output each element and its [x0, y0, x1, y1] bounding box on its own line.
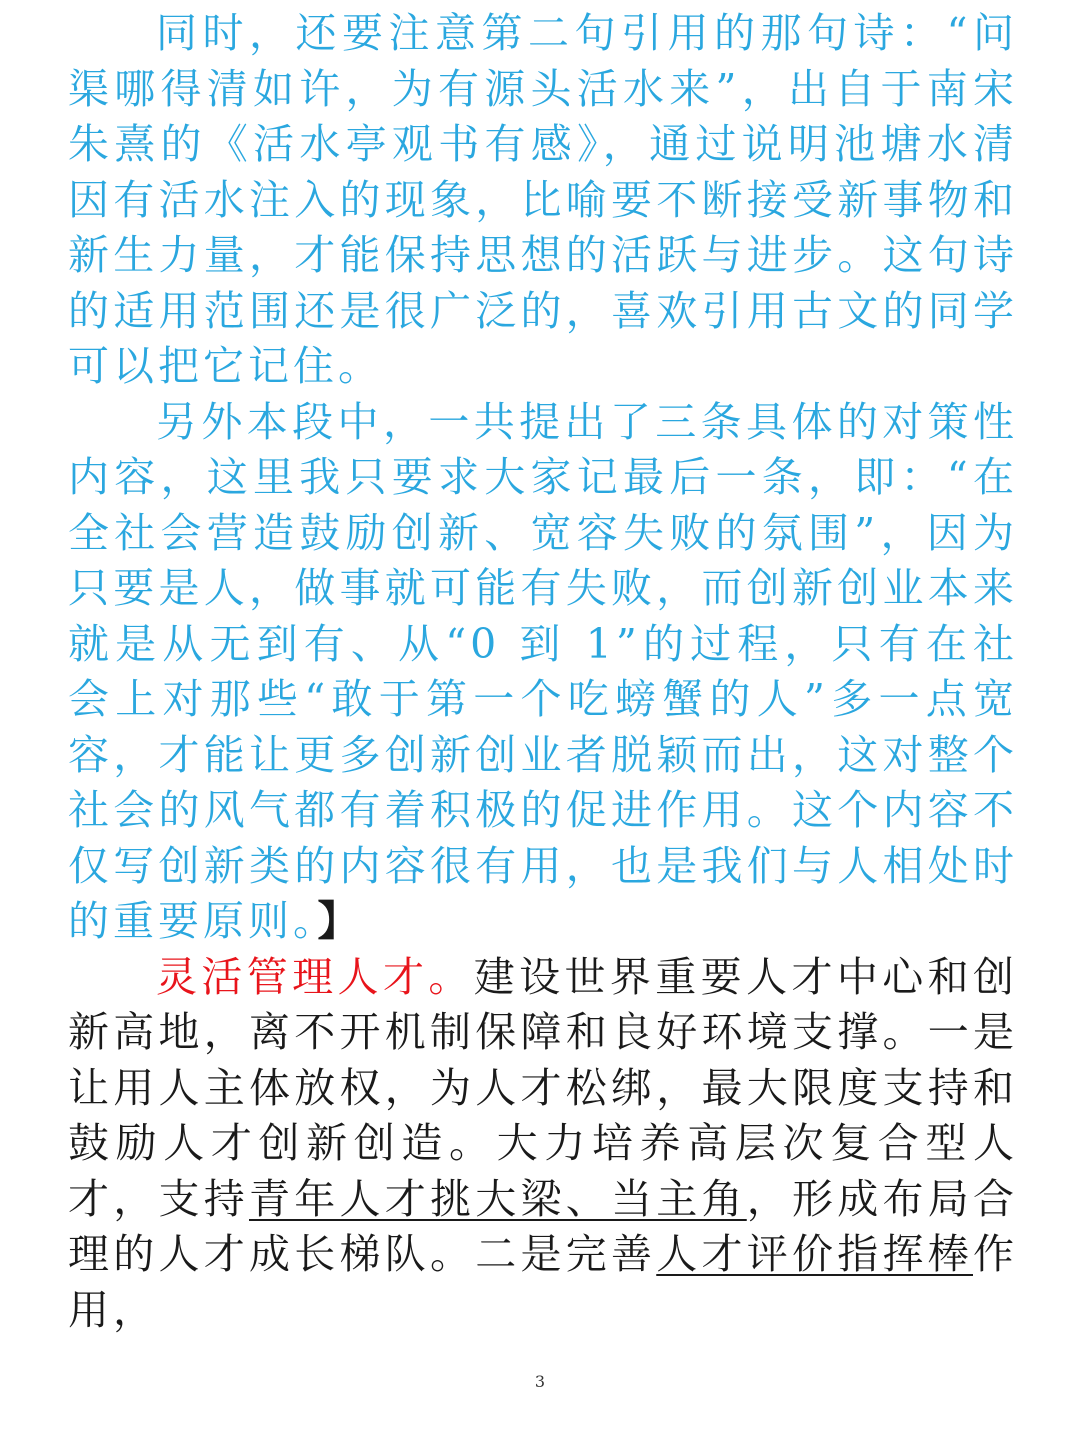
body-text-part-3: 作用， [68, 1230, 1018, 1334]
underlined-phrase-2: 人才评价指挥棒 [656, 1230, 973, 1278]
underlined-phrase-1: 青年人才挑大梁、当主角 [249, 1174, 747, 1223]
commentary-text-2: 另外本段中，一共提出了三条具体的对策性内容，这里我只要求大家记最后一条，即：“在全社会营造鼓励创新、宽容失败的氛围”，因为只要是人，做事就可能有失败，而创新创业本来就是从无到有、从“0 到 1”的过程，只有在社会上对那些“敢于第一个吃螃蟹的人”多一点宽容，才能让更多创新创业者脱颖而出，这对整个社会的风气都有着积极的促进作用。这个内容不仅写创新类的内容很有用，也是我们与人相处时的重要原则。 [68, 397, 1018, 945]
page-number: 3 [534, 1372, 546, 1391]
body-text-part-2: ，形成布局合理的人才成长梯队。二是完善 [68, 1174, 1018, 1278]
closing-bracket: 】 [317, 897, 363, 945]
commentary-paragraph-1 [68, 6, 1018, 395]
section-heading: 灵活管理人才。 [156, 952, 474, 1001]
commentary-paragraph-2 [68, 395, 1018, 950]
commentary-text-1: 同时，还要注意第二句引用的那句诗：“问渠哪得清如许，为有源头活水来”，出自于南宋朱熹的《活水亭观书有感》，通过说明池塘水清因有活水注入的现象，比喻要不断接受新事物和新生力量，才能保持思想的活跃与进步。这句诗的适用范围还是很广泛的，喜欢引用古文的同学可以把它记住。 [68, 9, 1018, 390]
body-paragraph [68, 950, 1018, 1339]
body-text-part-1: 建设世界重要人才中心和创新高地，离不开机制保障和良好环境支撑。一是让用人主体放权，为人才松绑，最大限度支持和鼓励人才创新创造。大力培养高层次复合型人才，支持 [68, 952, 1019, 1223]
